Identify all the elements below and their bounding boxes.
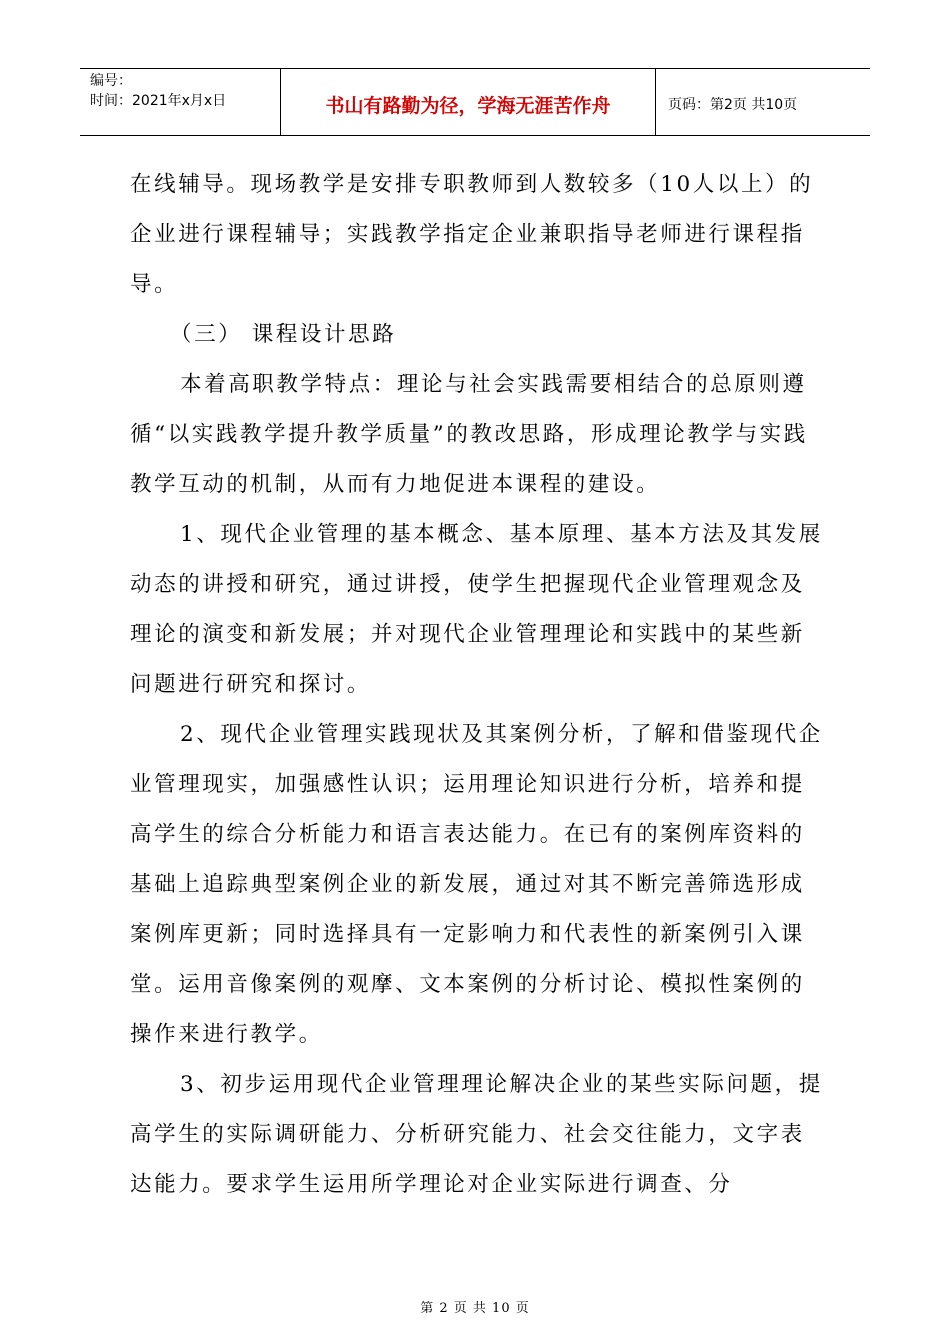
doc-number-label: 编号：	[90, 73, 132, 89]
paragraph-item-2: 2、现代企业管理实践现状及其案例分析，了解和借鉴现代企业管理现实，加强感性认识；运用理论知识进行分析，培养和提高学生的综合分析能力和语言表达能力。在已有的案例库资料的基础上追踪典型案例企业的新发展，通过对其不断完善筛选形成案例库更新；同时选择具有一定影响力和代表性的新案例引入课堂。运用音像案例的观摩、文本案例的分析讨论、模拟性案例的操作来进行教学。	[130, 722, 823, 1047]
page-footer: 第 2 页 共 10 页	[420, 1301, 530, 1316]
paragraph-principle: 本着高职教学特点：理论与社会实践需要相结合的总原则遵循“以实践教学提升教学质量”的教改思路，形成理论教学与实践教学互动的机制，从而有力地促进本课程的建设。	[130, 372, 808, 497]
header-page-code: 页码：第2页 共10页	[668, 97, 798, 113]
paragraph-item-1: 1、现代企业管理的基本概念、基本原理、基本方法及其发展动态的讲授和研究，通过讲授，使学生把握现代企业管理观念及理论的演变和新发展；并对现代企业管理理论和实践中的某些新问题进行研究和探讨。	[130, 522, 823, 697]
header-motto: 书山有路勤为径，学海无涯苦作舟	[281, 69, 656, 135]
doc-time-label: 时间：2021年x月x日	[90, 93, 227, 109]
document-header	[80, 68, 870, 136]
header-meta-cell	[80, 69, 281, 135]
paragraph-item-3: 3、初步运用现代企业管理理论解决企业的某些实际问题，提高学生的实际调研能力、分析研究能力、社会交往能力，文字表达能力。要求学生运用所学理论对企业实际进行调查、分	[130, 1072, 823, 1197]
section-heading: （三） 课程设计思路	[170, 322, 397, 347]
document-body	[130, 160, 825, 1210]
paragraph-continued: 在线辅导。现场教学是安排专职教师到人数较多（10人以上）的企业进行课程辅导；实践教学指定企业兼职指导老师进行课程指导。	[130, 172, 814, 297]
